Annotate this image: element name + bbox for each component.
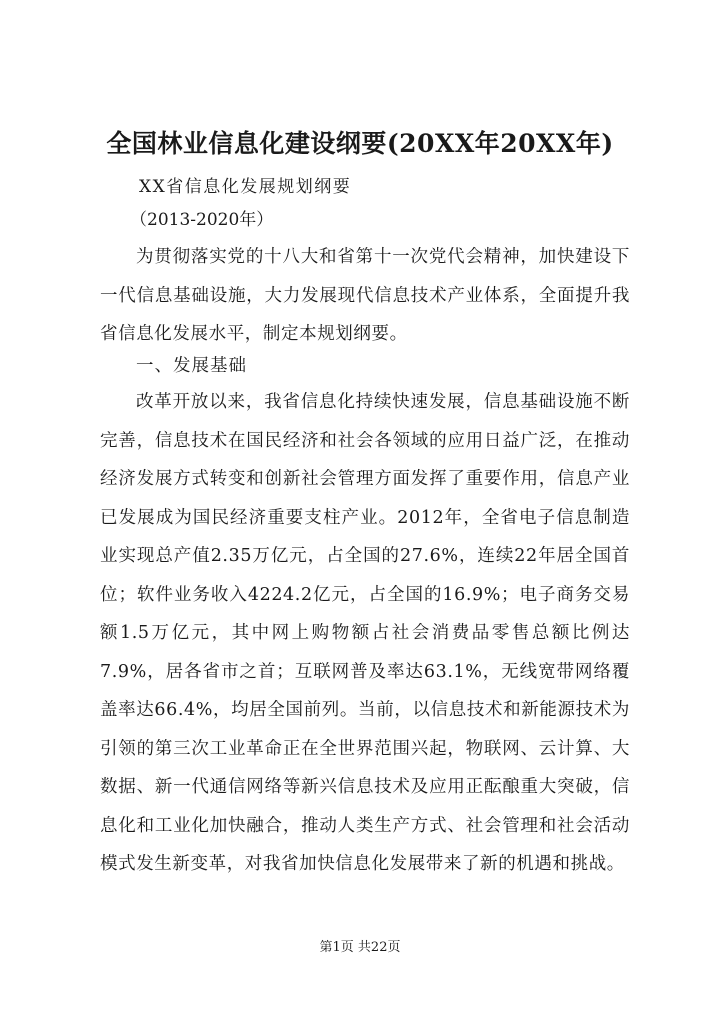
page-footer: 第1页 共22页 [319,940,401,955]
document-subtitle: XX省信息化发展规划纲要 [139,177,352,197]
intro-paragraph: 为贯彻落实党的十八大和省第十一次党代会精神，加快建设下一代信息基础设施，大力发展现代信息技术产业体系，全面提升我省信息化发展水平，制定本规划纲要。 [100,247,630,344]
section-heading: 一、发展基础 [136,356,247,376]
document-period: （2013-2020年） [130,210,274,230]
body-paragraph: 改革开放以来，我省信息化持续快速发展，信息基础设施不断完善，信息技术在国民经济和社会各领域的应用日益广泛，在推动经济发展方式转变和创新社会管理方面发挥了重要作用，信息产业已发展成为国民经济重要支柱产业。2012年，全省电子信息制造业实现总产值2.35万亿元，占全国的27.6%，连续22年居全国首位；软件业务收入4224.2亿元，占全国的16.9%；电子商务交易额1.5万亿元，其中网上购物额占社会消费品零售总额比例达7.9%，居各省市之首；互联网普及率达63.1%，无线宽带网络覆盖率达66.4%，均居全国前列。当前，以信息技术和新能源技术为引领的第三次工业革命正在全世界范围兴起，物联网、云计算、大数据、新一代通信网络等新兴信息技术及应用正酝酿重大突破，信息化和工业化加快融合，推动人类生产方式、社会管理和社会活动模式发生新变革，对我省加快信息化发展带来了新的机遇和挑战。 [100,392,630,874]
document-title: 全国林业信息化建设纲要(20XX年20XX年) [106,129,614,158]
